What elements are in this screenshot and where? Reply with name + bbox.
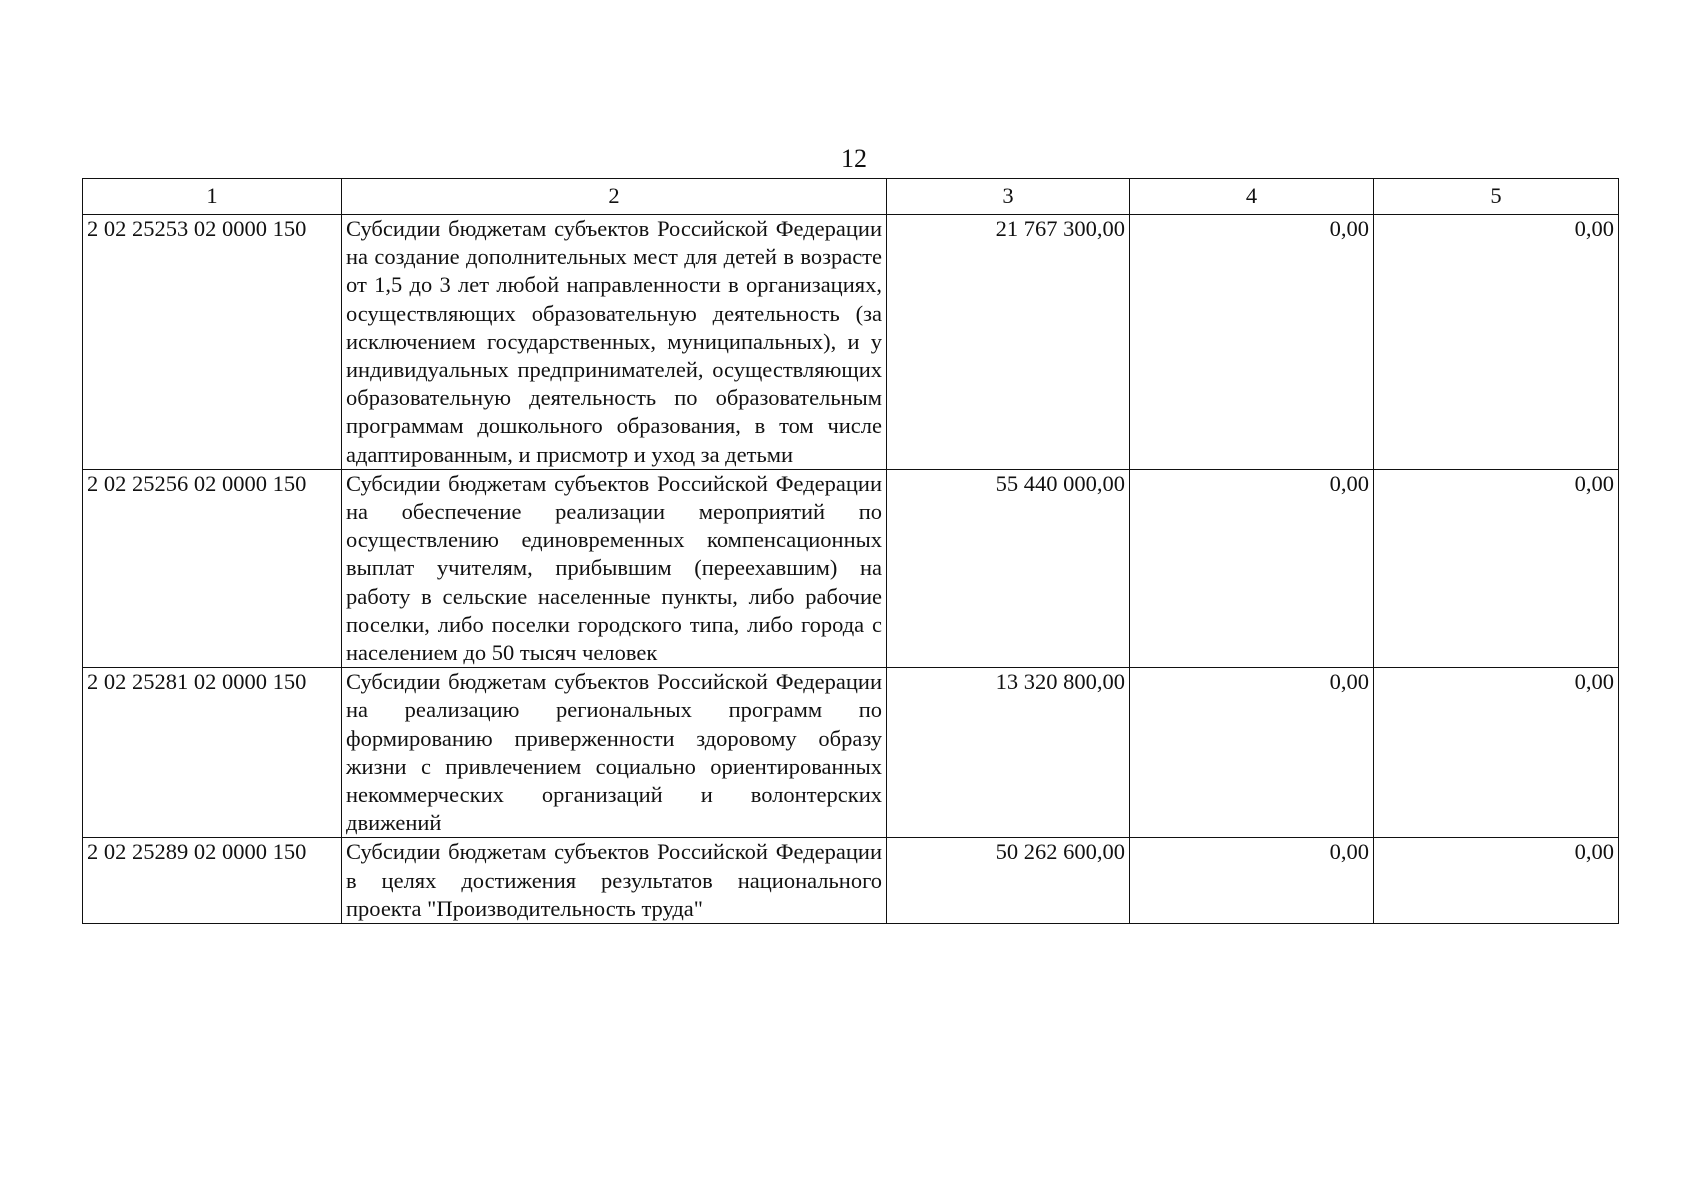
amount-col-5: 0,00 (1374, 469, 1619, 667)
page-number: 12 (841, 144, 867, 173)
row-description: Субсидии бюджетам субъектов Российской Федерации в целях достижения результатов национального проекта "Производительность труда" (342, 838, 887, 924)
table-row (83, 215, 1619, 470)
table-row (83, 838, 1619, 924)
amount-col-4: 0,00 (1130, 469, 1374, 667)
row-description: Субсидии бюджетам субъектов Российской Федерации на реализацию региональных программ по формированию приверженности здоровому образу жизни с привлечением социально ориентированных некоммерческих организаций и волонтерских движений (342, 668, 887, 838)
header-col-5: 5 (1374, 179, 1619, 215)
amount-col-3: 50 262 600,00 (887, 838, 1130, 924)
amount-col-3: 55 440 000,00 (887, 469, 1130, 667)
table-row (83, 469, 1619, 667)
row-description: Субсидии бюджетам субъектов Российской Федерации на создание дополнительных мест для детей в возрасте от 1,5 до 3 лет любой направленности в организациях, осуществляющих образовательную деятельность (за исключением государственных, муниципальных), и у индивидуальных предпринимателей, осуществляющих образовательную деятельность по образовательным программам дошкольного образования, в том числе адаптированным, и присмотр и уход за детьми (342, 215, 887, 470)
amount-col-4: 0,00 (1130, 668, 1374, 838)
budget-code: 2 02 25281 02 0000 150 (83, 668, 342, 838)
amount-col-4: 0,00 (1130, 215, 1374, 470)
amount-col-5: 0,00 (1374, 215, 1619, 470)
header-col-2: 2 (342, 179, 887, 215)
budget-table (82, 178, 1619, 924)
amount-col-3: 13 320 800,00 (887, 668, 1130, 838)
table-row (83, 668, 1619, 838)
header-col-4: 4 (1130, 179, 1374, 215)
amount-col-4: 0,00 (1130, 838, 1374, 924)
budget-code: 2 02 25256 02 0000 150 (83, 469, 342, 667)
header-col-1: 1 (83, 179, 342, 215)
budget-code: 2 02 25253 02 0000 150 (83, 215, 342, 470)
amount-col-3: 21 767 300,00 (887, 215, 1130, 470)
amount-col-5: 0,00 (1374, 838, 1619, 924)
amount-col-5: 0,00 (1374, 668, 1619, 838)
row-description: Субсидии бюджетам субъектов Российской Федерации на обеспечение реализации мероприятий по осуществлению единовременных компенсационных выплат учителям, прибывшим (переехавшим) на работу в сельские населенные пункты, либо рабочие поселки, либо поселки городского типа, либо города с населением до 50 тысяч человек (342, 469, 887, 667)
budget-code: 2 02 25289 02 0000 150 (83, 838, 342, 924)
table-header-row (83, 179, 1619, 215)
header-col-3: 3 (887, 179, 1130, 215)
